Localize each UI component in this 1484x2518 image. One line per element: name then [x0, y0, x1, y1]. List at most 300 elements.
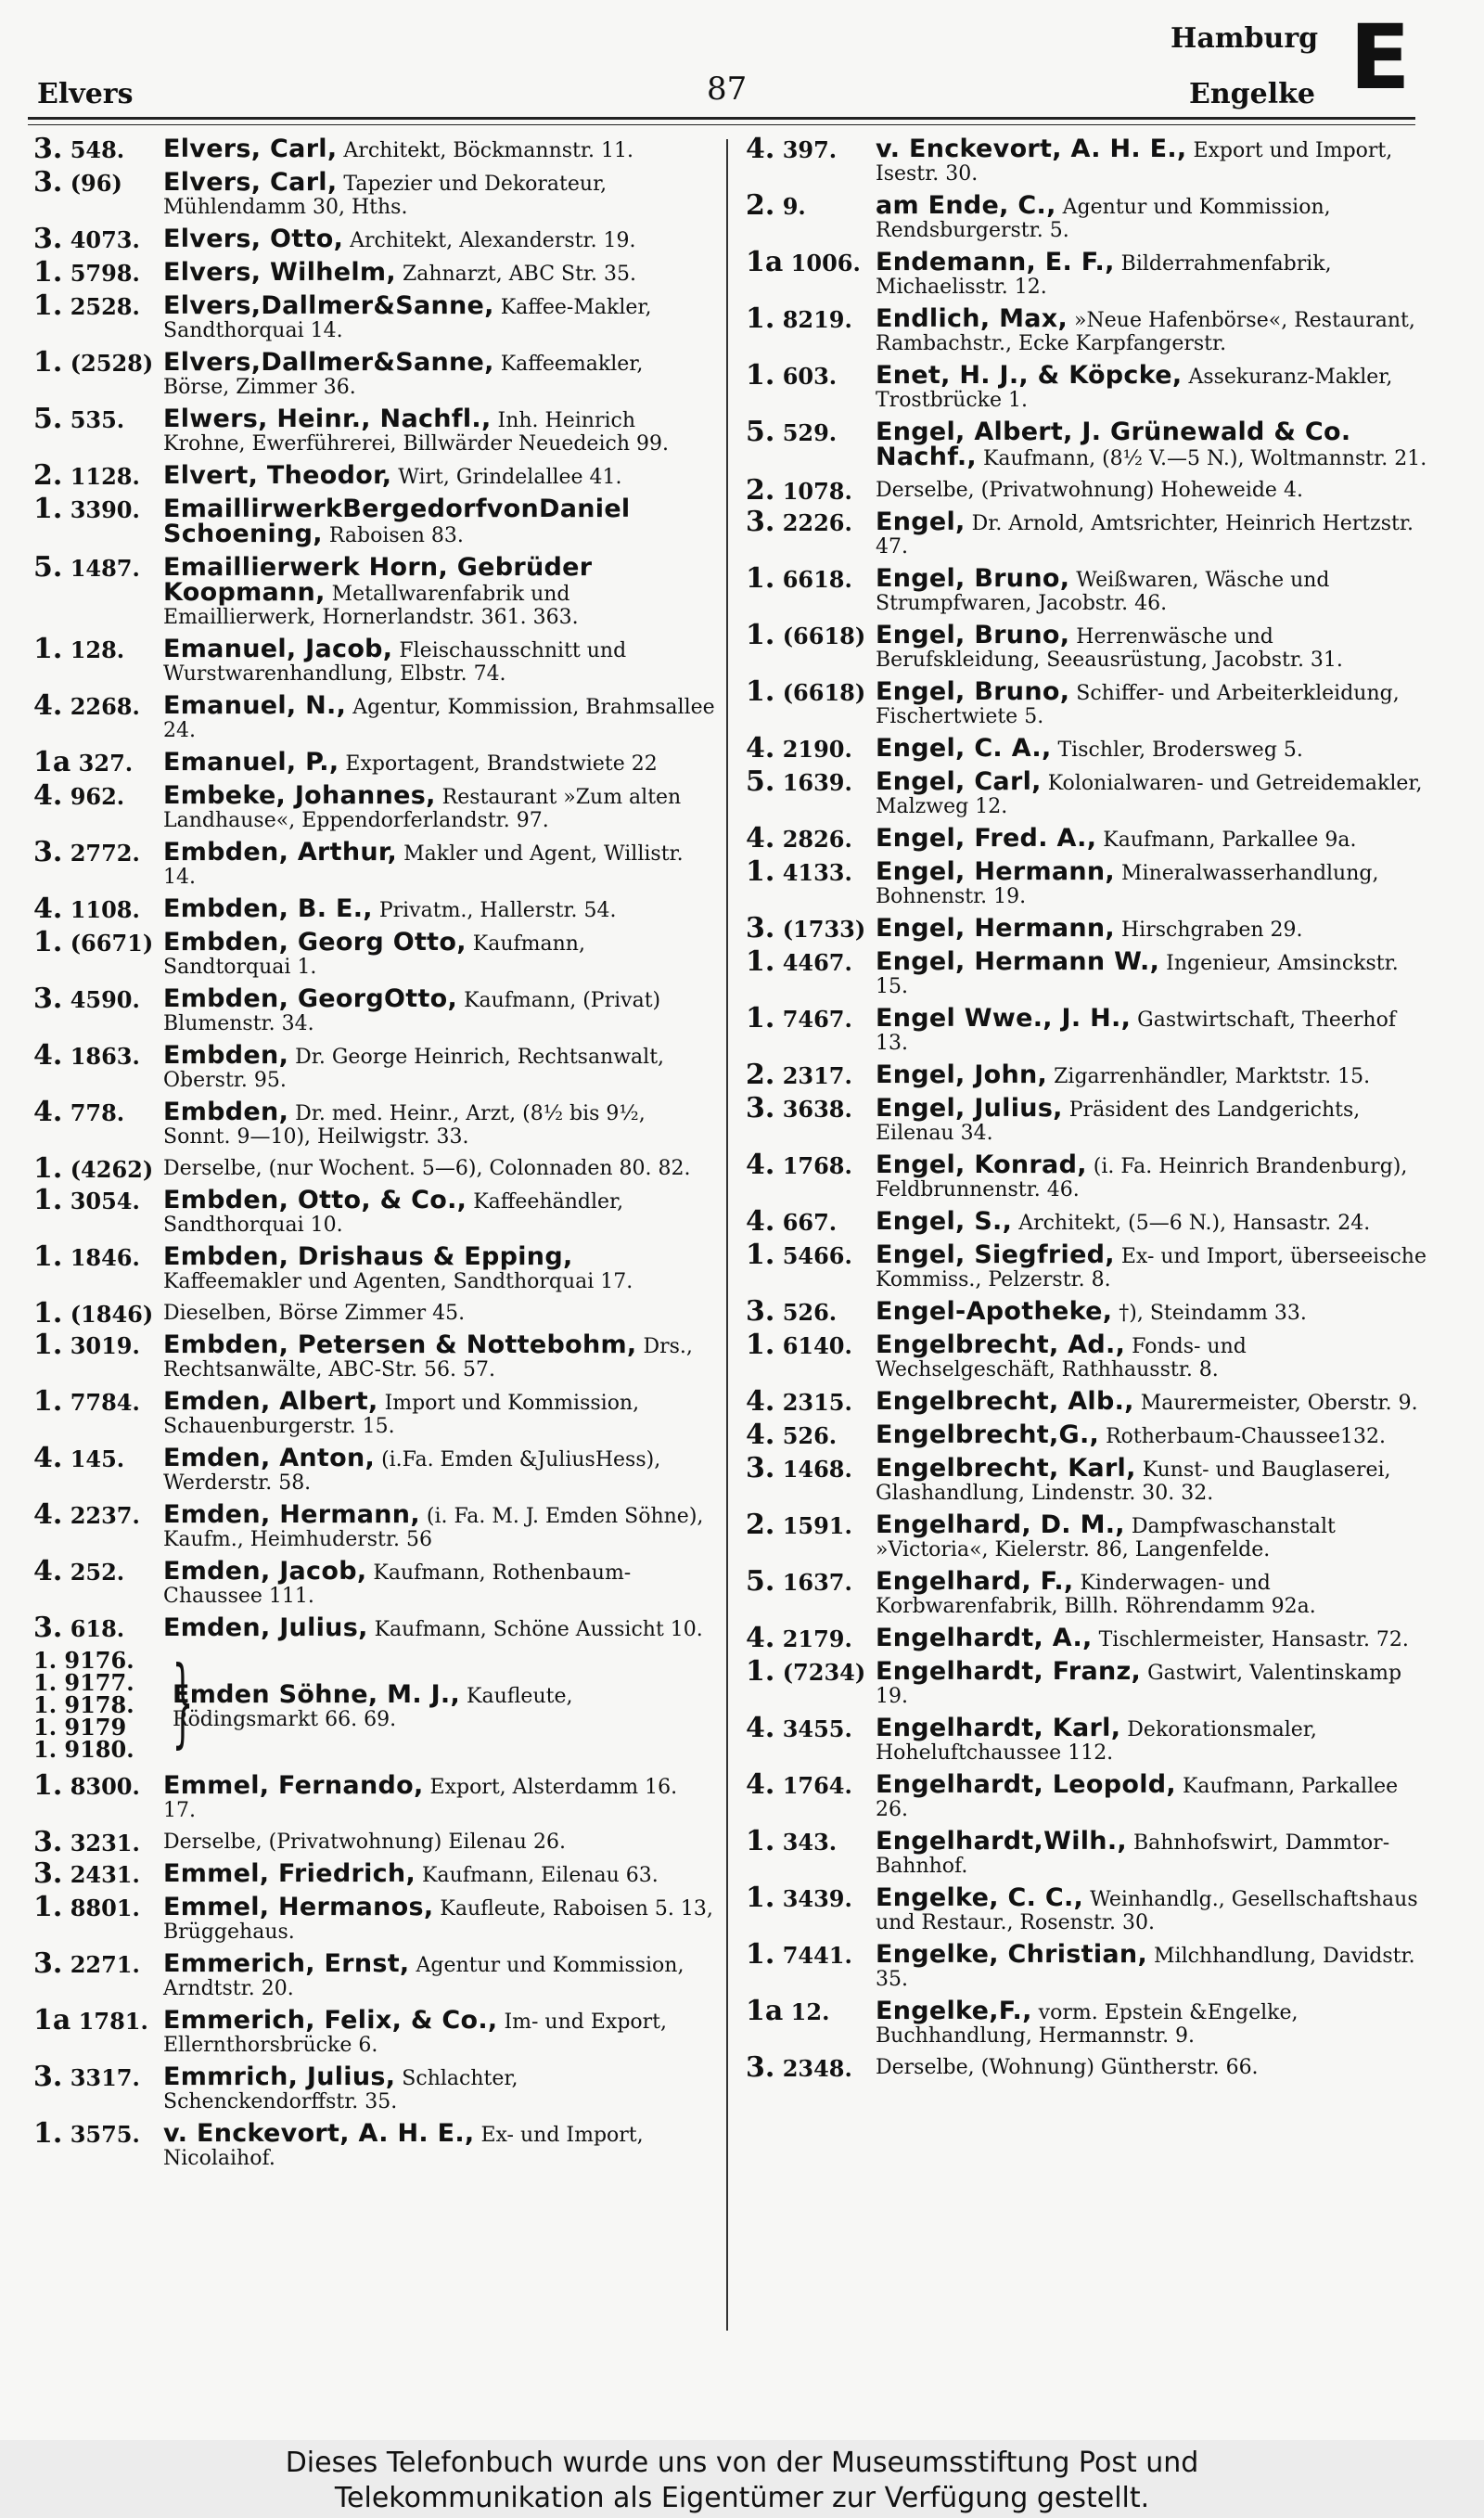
exchange-zone: 2. [746, 1509, 775, 1541]
exchange-zone: 3. [746, 1295, 775, 1328]
line-number: 5466. [782, 1242, 852, 1269]
listing-detail: (i. Fa. Heinrich Brandenburg), Feldbrunnenstr. 46. [876, 1155, 1408, 1201]
listing-name: Elwers, Heinr., Nachfl., [163, 405, 492, 433]
listing-entry [746, 1622, 1427, 1654]
listing-name: Engel, Konrad, [876, 1150, 1087, 1179]
phone-number: 1. 9176. [33, 1647, 134, 1674]
listing-name: Embden, [163, 1098, 289, 1126]
footer-line-2: Telekommunikation als Eigentümer zur Verfügung gestellt. [334, 2482, 1150, 2514]
exchange-zone: 1. [746, 1938, 775, 1971]
phone-number [746, 1995, 872, 2027]
phone-number [746, 765, 872, 798]
listing-entry [33, 746, 715, 778]
line-number: 343. [782, 1829, 838, 1856]
listing-entry [746, 1419, 1427, 1451]
footer-line-1: Dieses Telefonbuch wurde uns von der Museumsstiftung Post und [285, 2447, 1199, 2479]
listing-entry [746, 675, 1427, 728]
phone-number [33, 689, 160, 722]
listing-detail: Bilderrahmenfabrik, Michaelisstr. 12. [876, 252, 1332, 299]
line-number: (1733) [782, 916, 866, 943]
listing-detail: †), Steindamm 33. [1119, 1302, 1307, 1325]
listing-entry [746, 416, 1427, 471]
listing-name: Engel, Carl, [876, 767, 1042, 796]
line-number: 2237. [70, 1502, 140, 1529]
listing-detail: Kaufmann, Sandtorquai 1. [163, 932, 585, 979]
line-number: 128. [70, 636, 125, 663]
listing-entry [33, 633, 715, 686]
phone-number [33, 1769, 160, 1802]
phone-number [746, 1205, 872, 1238]
exchange-zone: 4. [33, 1498, 63, 1531]
phone-number [33, 1826, 160, 1858]
exchange-zone: 2. [746, 474, 775, 507]
phone-number [33, 1297, 160, 1330]
listing-detail: Dr. Arnold, Amtsrichter, Heinrich Hertzstr. 47. [876, 512, 1414, 559]
listing-detail: Derselbe, (Privatwohnung) Hoheweide 4. [876, 479, 1303, 502]
exchange-zone: 5. [746, 1565, 775, 1598]
listing-name: Engelke, C. C., [876, 1883, 1084, 1912]
listing-entry [746, 1385, 1427, 1418]
line-number: 252. [70, 1559, 125, 1586]
listing-entry [746, 189, 1427, 242]
line-number: 12. [790, 1998, 830, 2025]
listing-detail: Weinhandlg., Gesellschaftshaus und Restaur., Rosenstr. 30. [876, 1888, 1418, 1934]
line-number: (2528) [70, 350, 154, 377]
line-number: 2315. [782, 1389, 852, 1416]
line-number: 2268. [70, 693, 140, 720]
line-number: 3019. [70, 1332, 140, 1359]
phone-number [33, 1947, 160, 1980]
exchange-zone: 3. [33, 1826, 63, 1858]
phone-number [746, 302, 872, 335]
listing-detail: Kaufmann, Rothenbaum-Chaussee 111. [163, 1561, 632, 1608]
listing-name: EmaillirwerkBergedorfvonDaniel Schoening, [163, 495, 631, 548]
listing-detail: Kolonialwaren- und Getreidemakler, Malzweg 12. [876, 772, 1423, 818]
listing-entry [746, 1239, 1427, 1291]
listing-name: Emmerich, Felix, & Co., [163, 2006, 498, 2035]
listing-entry [33, 1498, 715, 1551]
line-number: 526. [782, 1422, 838, 1449]
listing-name: Engel-Apotheke, [876, 1297, 1113, 1326]
listing-entry [33, 166, 715, 219]
line-number: (6618) [782, 679, 866, 706]
listing-detail: Tischlermeister, Hansastr. 72. [1098, 1628, 1409, 1651]
exchange-zone: 3. [746, 1092, 775, 1124]
listing-text [173, 1680, 715, 1731]
listing-name: Engelhardt, Franz, [876, 1657, 1142, 1686]
header-left-keyword: Elvers [37, 78, 134, 110]
listing-detail: Kaffeemakler und Agenten, Sandthorquai 17. [163, 1270, 633, 1293]
exchange-zone: 1. [33, 1891, 63, 1923]
exchange-zone: 1. [746, 855, 775, 888]
exchange-zone: 1. [33, 633, 63, 665]
listing-entry [33, 1891, 715, 1944]
listing-name: Emden, Jacob, [163, 1557, 367, 1586]
listing-entry [746, 1149, 1427, 1201]
listing-detail: Export und Import, Isestr. 30. [876, 139, 1393, 186]
listing-detail: Derselbe, (Privatwohnung) Eilenau 26. [163, 1831, 566, 1854]
listing-name: Embden, Otto, & Co., [163, 1186, 467, 1214]
listing-entry [33, 493, 715, 548]
phone-number [33, 1612, 160, 1644]
listing-entry [746, 1882, 1427, 1934]
phone-number [746, 1622, 872, 1654]
phone-number [746, 562, 872, 595]
listing-entry [33, 1947, 715, 2000]
line-number: 1637. [782, 1569, 852, 1596]
exchange-zone: 2. [746, 1059, 775, 1091]
listing-detail: Hirschgraben 29. [1121, 919, 1303, 942]
listing-entry [746, 619, 1427, 672]
listing-detail: Schlachter, Schenckendorffstr. 35. [163, 2067, 518, 2113]
exchange-zone: 1a [33, 2004, 71, 2036]
header-rule [28, 117, 1415, 120]
listing-name: Engel, Albert, J. Grünewald & Co. Nachf., [876, 418, 1351, 471]
listing-detail: Tischler, Brodersweg 5. [1057, 739, 1303, 762]
exchange-zone: 4. [746, 1385, 775, 1418]
exchange-zone: 1a [33, 746, 71, 778]
phone-number [33, 1096, 160, 1128]
listing-detail: Im- und Export, Ellernthorsbrücke 6. [163, 2011, 667, 2057]
phone-number [33, 1891, 160, 1923]
listing-name: Engelhardt, Karl, [876, 1714, 1121, 1742]
phone-number [746, 619, 872, 651]
line-number: (1846) [70, 1301, 154, 1328]
line-number: (4262) [70, 1156, 154, 1183]
line-number: 5798. [70, 260, 140, 287]
phone-number [33, 551, 160, 584]
phone-number [746, 1329, 872, 1361]
listing-group [33, 1645, 715, 1766]
phone-number [746, 246, 872, 278]
line-number: 2179. [782, 1625, 852, 1652]
listing-entry [746, 474, 1427, 507]
phone-number [33, 1152, 160, 1185]
listing-detail: Architekt, (5—6 N.), Hansastr. 24. [1018, 1212, 1371, 1235]
listing-entry [746, 1329, 1427, 1381]
phone-number [33, 893, 160, 925]
listing-name: Emmel, Hermanos, [163, 1893, 434, 1921]
phone-number [33, 836, 160, 868]
listing-name: Engel, Julius, [876, 1094, 1063, 1123]
listing-name: Engel, Hermann W., [876, 947, 1160, 976]
listing-name: Embden, Arthur, [163, 838, 398, 867]
exchange-zone: 1. [33, 1329, 63, 1361]
listing-name: Embden, Drishaus & Epping, [163, 1242, 573, 1271]
phone-number [33, 289, 160, 322]
listing-detail: Inh. Heinrich Krohne, Ewerführerei, Billwärder Neuedeich 99. [163, 409, 669, 456]
listing-detail: Ingenieur, Amsinckstr. 15. [876, 952, 1399, 998]
listing-name: Emmel, Friedrich, [163, 1859, 416, 1888]
phone-number [746, 1825, 872, 1857]
phone-number [33, 493, 160, 525]
listing-entry [33, 1826, 715, 1858]
line-number: 8801. [70, 1895, 140, 1921]
listing-entry [33, 1555, 715, 1608]
line-number: 1487. [70, 555, 140, 582]
listing-detail: Derselbe, (Wohnung) Güntherstr. 66. [876, 2056, 1259, 2079]
listing-name: Engel, [876, 507, 966, 536]
listing-entry [33, 2117, 715, 2170]
listing-entry [746, 1059, 1427, 1091]
line-number: 1591. [782, 1512, 852, 1539]
listing-name: Elvers, Carl, [163, 135, 338, 163]
line-number: 4467. [782, 949, 852, 976]
listing-name: Emden Söhne, M. J., [173, 1680, 461, 1709]
listing-detail: Tapezier und Dekorateur, Mühlendamm 30, Hths. [163, 173, 608, 219]
section-letter: E [1350, 6, 1411, 109]
phone-number [33, 403, 160, 435]
exchange-zone: 1. [33, 1297, 63, 1330]
listing-detail: Metallwarenfabrik und Emaillierwerk, Hornerlandstr. 361. 363. [163, 583, 579, 629]
listing-detail: Kaufmann, Parkallee 26. [876, 1775, 1399, 1821]
exchange-zone: 1. [746, 1825, 775, 1857]
phone-number [746, 1565, 872, 1598]
listing-detail: Zigarrenhändler, Marktstr. 15. [1054, 1065, 1371, 1088]
line-number: 7784. [70, 1389, 140, 1416]
phone-number [746, 1938, 872, 1971]
listing-name: Engel, Bruno, [876, 621, 1070, 649]
phone-number [33, 1329, 160, 1361]
exchange-zone: 3. [746, 506, 775, 538]
exchange-zone: 5. [746, 765, 775, 798]
line-number: 327. [78, 750, 134, 777]
listing-entry [33, 256, 715, 289]
line-number: 2431. [70, 1861, 140, 1888]
listing-detail: Gastwirtschaft, Theerhof 13. [876, 1008, 1396, 1055]
line-number: 1468. [782, 1456, 852, 1483]
line-number: 7441. [782, 1942, 852, 1969]
line-number: 1006. [790, 250, 861, 276]
exchange-zone: 3. [33, 2061, 63, 2093]
listing-entry [33, 893, 715, 925]
exchange-zone: 1a [746, 1995, 784, 2027]
listing-entry [33, 1096, 715, 1149]
exchange-zone: 5. [746, 416, 775, 448]
listing-detail: »Neue Hafenbörse«, Restaurant, Rambachstr., Ecke Karpfangerstr. [876, 309, 1415, 355]
listing-detail: Raboisen 83. [328, 524, 464, 547]
exchange-zone: 4. [746, 1768, 775, 1801]
listing-name: Engel Wwe., J. H., [876, 1004, 1132, 1033]
line-number: 1128. [70, 463, 140, 490]
listing-name: Engel, Fred. A., [876, 824, 1097, 853]
line-number: 2190. [782, 736, 852, 763]
listing-name: Engelbrecht, Karl, [876, 1454, 1136, 1483]
phone-number [746, 822, 872, 854]
listing-name: Engel, Hermann, [876, 857, 1115, 886]
header-right-keyword: Engelke [1189, 78, 1316, 110]
listing-detail: Drs., Rechtsanwälte, ABC-Str. 56. 57. [163, 1335, 693, 1381]
exchange-zone: 4. [746, 1149, 775, 1181]
exchange-zone: 3. [33, 1612, 63, 1644]
listing-entry [33, 403, 715, 456]
listing-entry [33, 1039, 715, 1092]
exchange-zone: 1. [33, 1152, 63, 1185]
listing-name: Engel, Bruno, [876, 677, 1070, 706]
listing-detail: Kaffeemakler, Börse, Zimmer 36. [163, 353, 644, 399]
line-number: 6140. [782, 1332, 852, 1359]
line-number: 1764. [782, 1772, 852, 1799]
phone-number [33, 1039, 160, 1072]
line-number: 1639. [782, 769, 852, 796]
listing-name: Engelbrecht, Ad., [876, 1330, 1126, 1359]
listing-name: Engel, Bruno, [876, 564, 1070, 593]
exchange-zone: 1. [746, 1882, 775, 1914]
listing-entry [33, 1857, 715, 1890]
listing-detail: Milchhandlung, Davidstr. 35. [876, 1945, 1415, 1991]
exchange-zone: 1. [746, 619, 775, 651]
phone-number [33, 133, 160, 165]
line-number: 397. [782, 136, 838, 163]
listing-name: Emmel, Fernando, [163, 1771, 424, 1800]
phone-number [746, 1509, 872, 1541]
exchange-zone: 1. [746, 302, 775, 335]
phone-number [746, 133, 872, 165]
listing-detail: Export, Alsterdamm 16. 17. [163, 1776, 678, 1822]
exchange-zone: 1. [746, 1239, 775, 1271]
listing-name: Engelhardt, A., [876, 1624, 1093, 1652]
listing-entry [746, 1825, 1427, 1878]
exchange-zone: 1. [746, 1002, 775, 1034]
line-number: 2271. [70, 1951, 140, 1978]
phone-number [746, 1002, 872, 1034]
line-number: 7467. [782, 1006, 852, 1033]
listing-name: Emden, Albert, [163, 1387, 378, 1416]
listing-name: Embden, [163, 1041, 289, 1070]
listing-entry [746, 765, 1427, 818]
listing-detail: Schiffer- und Arbeiterkleidung, Fischertwiete 5. [876, 682, 1400, 728]
listing-name: Engelhard, F., [876, 1567, 1074, 1596]
listing-detail: Präsident des Landgerichts, Eilenau 34. [876, 1098, 1361, 1145]
line-number: 3054. [70, 1188, 140, 1214]
listing-detail: Ex- und Import, überseeische Kommiss., Pelzerstr. 8. [876, 1245, 1426, 1291]
exchange-zone: 3. [33, 223, 63, 255]
exchange-zone: 4. [746, 1712, 775, 1744]
listing-entry [746, 1995, 1427, 2048]
listing-detail: vorm. Epstein &Engelke, Buchhandlung, Hermannstr. 9. [876, 2001, 1298, 2048]
listing-name: Endemann, E. F., [876, 248, 1115, 276]
left-column [33, 133, 715, 2178]
exchange-zone: 1. [33, 346, 63, 379]
listing-entry [33, 289, 715, 342]
listing-entry [746, 1509, 1427, 1561]
listing-detail: Kaufleute, Rödingsmarkt 66. 69. [173, 1685, 573, 1731]
line-number: 6618. [782, 566, 852, 593]
phone-numbers [33, 1647, 134, 1763]
listing-detail: Kinderwagen- und Korbwarenfabrik, Billh. Röhrendamm 92a. [876, 1572, 1316, 1618]
listing-detail: Architekt, Alexanderstr. 19. [350, 229, 636, 252]
listing-detail: Dieselben, Börse Zimmer 45. [163, 1302, 466, 1325]
line-number: (6671) [70, 930, 154, 957]
line-number: 2826. [782, 826, 852, 853]
listing-detail: Kaufmann, Schöne Aussicht 10. [374, 1618, 703, 1641]
listing-detail: Kaufmann, Parkallee 9a. [1103, 829, 1357, 852]
exchange-zone: 3. [33, 166, 63, 199]
listing-entry [746, 1002, 1427, 1055]
listing-name: Emden, Anton, [163, 1444, 376, 1472]
line-number: 2528. [70, 293, 140, 320]
listing-name: Elvers, Carl, [163, 168, 338, 197]
phone-number [33, 459, 160, 492]
listing-name: Engelke, Christian, [876, 1940, 1147, 1969]
listing-entry [746, 1712, 1427, 1765]
phone-number [33, 633, 160, 665]
listing-entry [746, 1092, 1427, 1145]
phone-number [746, 1385, 872, 1418]
listing-detail: Kaffee-Makler, Sandthorquai 14. [163, 296, 652, 342]
listing-detail: Agentur, Kommission, Brahmsallee 24. [163, 696, 715, 742]
listing-name: Engel, Siegfried, [876, 1240, 1115, 1269]
phone-number: 1. 9179 [33, 1714, 127, 1741]
listing-detail: Zahnarzt, ABC Str. 35. [402, 263, 637, 286]
listing-detail: Derselbe, (nur Wochent. 5—6), Colonnaden 80. 82. [163, 1157, 691, 1180]
exchange-zone: 1. [746, 359, 775, 392]
line-number: 8219. [782, 306, 852, 333]
listing-entry [33, 2004, 715, 2057]
phone-number [33, 223, 160, 255]
phone-number [33, 983, 160, 1015]
phone-number [746, 855, 872, 888]
listing-detail: Herrenwäsche und Berufskleidung, Seeausrüstung, Jacobstr. 31. [876, 625, 1343, 672]
phone-number [33, 746, 160, 778]
listing-entry [746, 302, 1427, 355]
listing-entry [746, 912, 1427, 944]
listing-detail: Kaufleute, Raboisen 5. 13, Brüggehaus. [163, 1897, 713, 1944]
exchange-zone: 5. [33, 551, 63, 584]
phone-number [33, 1442, 160, 1474]
exchange-zone: 4. [33, 689, 63, 722]
listing-entry [33, 983, 715, 1035]
listing-name: Elvert, Theodor, [163, 461, 392, 490]
listing-detail: Maurermeister, Oberstr. 9. [1140, 1392, 1418, 1415]
exchange-zone: 4. [746, 1622, 775, 1654]
listing-name: Emanuel, P., [163, 748, 339, 777]
line-number: 4073. [70, 226, 140, 253]
listing-entry [746, 1938, 1427, 1991]
listing-name: Engelbrecht, Alb., [876, 1387, 1134, 1416]
listing-entry [33, 1240, 715, 1293]
line-number: 4590. [70, 986, 140, 1013]
phone-number [33, 1184, 160, 1216]
listing-name: v. Enckevort, A. H. E., [876, 135, 1187, 163]
phone-number [33, 926, 160, 958]
listing-detail: Rotherbaum-Chaussee132. [1106, 1425, 1387, 1448]
listing-entry [746, 506, 1427, 559]
listing-name: Emanuel, Jacob, [163, 635, 393, 663]
listing-entry [33, 1297, 715, 1330]
phone-number [746, 1092, 872, 1124]
listing-entry [33, 1152, 715, 1185]
phone-number [33, 1555, 160, 1587]
phone-number [746, 189, 872, 222]
listing-entry [746, 1768, 1427, 1821]
listing-name: Engelhard, D. M., [876, 1510, 1125, 1539]
phone-number [746, 732, 872, 764]
line-number: 618. [70, 1615, 125, 1642]
listing-entry [33, 1612, 715, 1644]
listing-name: Engelhardt,Wilh., [876, 1827, 1127, 1856]
exchange-zone: 1. [33, 493, 63, 525]
listing-entry [746, 246, 1427, 299]
listing-name: Engel, S., [876, 1207, 1013, 1236]
listing-name: v. Enckevort, A. H. E., [163, 2119, 475, 2148]
listing-entry [746, 945, 1427, 998]
listing-entry [746, 1452, 1427, 1505]
brace-glyph: } [172, 1645, 194, 1758]
line-number: 3231. [70, 1830, 140, 1856]
listing-detail: Dekorationsmaler, Hoheluftchaussee 112. [876, 1718, 1317, 1765]
listing-entry [33, 223, 715, 255]
